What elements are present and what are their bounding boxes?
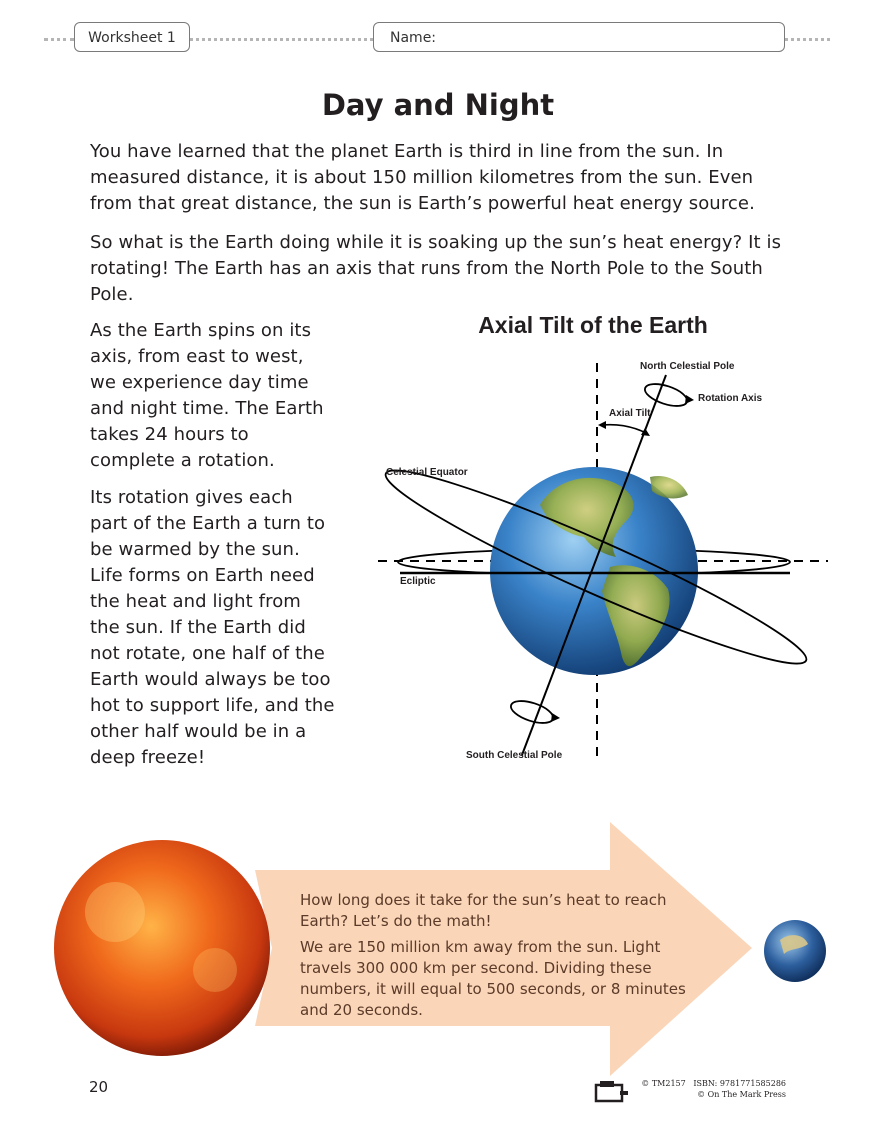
publisher-logo <box>594 1079 630 1103</box>
north-celestial-pole-label: North Celestial Pole <box>640 361 735 372</box>
earth-small-image <box>764 920 826 982</box>
warmth-paragraph: Its rotation gives each part of the Earth a turn to be warmed by the sun. Life forms on Earth need the heat and light from the sun. If the Earth did not rotate, one half of the Earth would always be too hot to support life, and the other half would be in a deep freeze! <box>90 487 335 768</box>
page-number: 20 <box>89 1078 109 1096</box>
sun-image <box>54 840 270 1056</box>
south-rotation-ring <box>508 697 555 728</box>
diagram-title: Axial Tilt of the Earth <box>478 312 708 338</box>
header-dots-right <box>785 38 830 41</box>
intro-paragraph: You have learned that the planet Earth is third in line from the sun. In measured distance, it is about 150 million kilometres from the sun. Even from that great distance, the sun is Earth’s powerful heat energy source. <box>90 141 755 214</box>
footer-credits <box>640 1078 786 1100</box>
name-field[interactable]: Name: <box>373 22 785 52</box>
south-rotation-arrow <box>551 713 560 722</box>
header-dots-middle <box>190 38 373 41</box>
callout-question: How long does it take for the sun’s heat to reach Earth? Let’s do the math! <box>300 891 667 930</box>
axial-tilt-arrow-left <box>598 421 606 429</box>
sun-flare-2 <box>193 948 237 992</box>
south-celestial-pole-label: South Celestial Pole <box>466 750 563 761</box>
footer-code: © TM2157 <box>641 1079 686 1088</box>
ecliptic-label: Ecliptic <box>400 576 436 587</box>
page-title: Day and Night <box>321 88 555 122</box>
north-rotation-arrow <box>685 395 694 404</box>
sun-flare <box>85 882 145 942</box>
axial-tilt-diagram <box>370 305 830 775</box>
worksheet-tab: Worksheet 1 <box>74 22 190 52</box>
rotation-axis-label: Rotation Axis <box>698 393 763 404</box>
callout-answer: We are 150 million km away from the sun. Light travels 300 000 km per second. Dividing these numbers, it will equal to 500 seconds, or 8 minutes and 20 seconds. <box>300 938 686 1019</box>
celestial-equator-label: Celestial Equator <box>386 467 468 478</box>
footer-isbn: ISBN: 9781771585286 <box>693 1079 786 1088</box>
day-night-paragraph: As the Earth spins on its axis, from east to west, we experience day time and night time. The Earth takes 24 hours to complete a rotation. <box>90 320 324 471</box>
north-rotation-ring <box>642 380 689 411</box>
footer-publisher: © On The Mark Press <box>697 1090 786 1099</box>
header-dots-left <box>44 38 74 41</box>
rotation-paragraph: So what is the Earth doing while it is soaking up the sun’s heat energy? It is rotating! The Earth has an axis that runs from the North Pole to the South Pole. <box>90 232 782 305</box>
axial-tilt-arc <box>602 425 646 433</box>
axial-tilt-label: Axial Tilt <box>609 408 651 419</box>
